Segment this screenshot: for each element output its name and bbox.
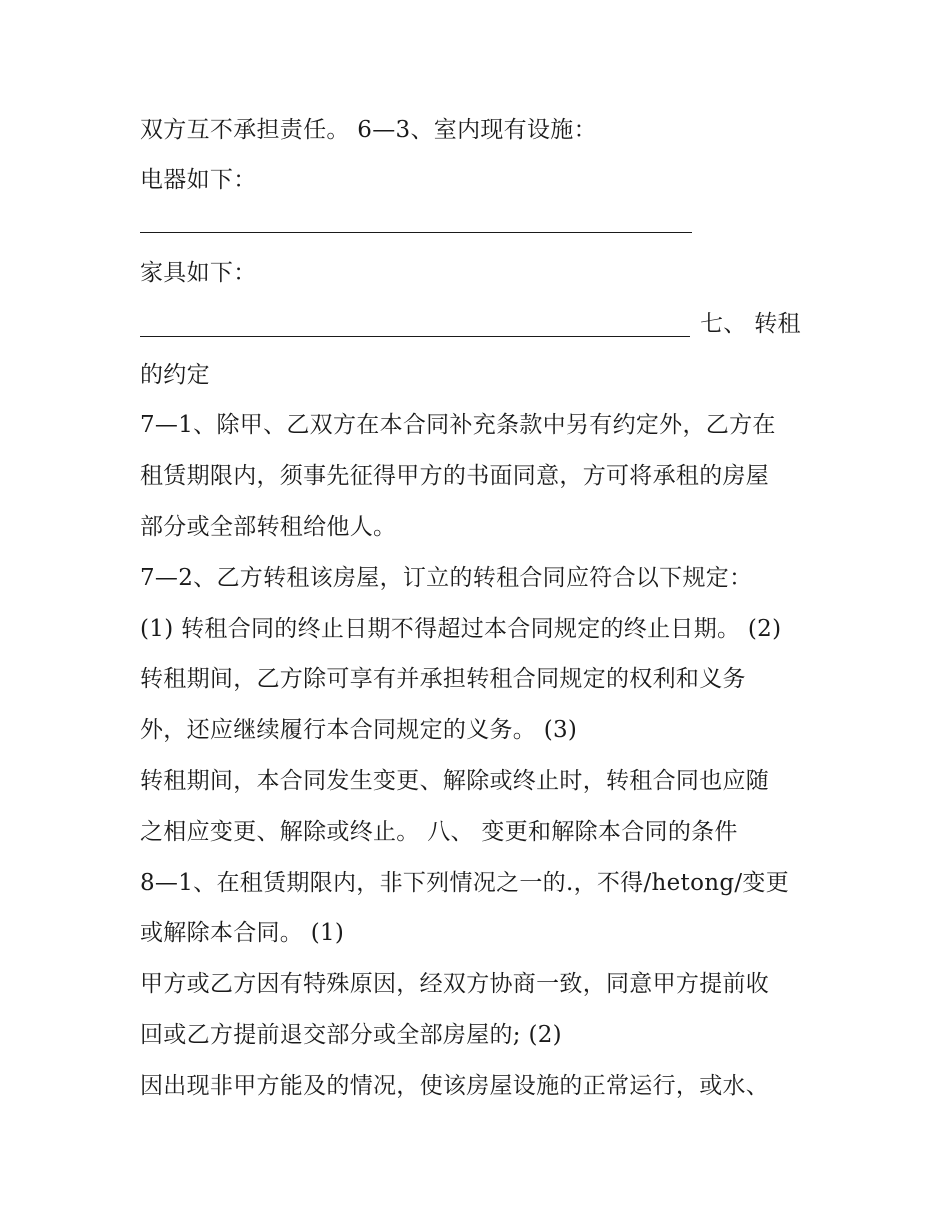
text-line-3: 家具如下： <box>140 260 257 286</box>
text-line-1: 双方互不承担责任。 6—3、室内现有设施： <box>140 117 597 143</box>
text-line-14: 8—1、在租赁期限内，非下列情况之一的.，不得/hetong/变更 <box>140 870 790 896</box>
text-line-11: 外，还应继续履行本合同规定的义务。 (3) <box>140 717 578 743</box>
text-line-4: 的约定 <box>140 362 210 388</box>
section-seven-heading: 七、 转租 <box>700 311 801 337</box>
text-line-8: 7—2、乙方转租该房屋，订立的转租合同应符合以下规定： <box>140 565 753 591</box>
text-line-18: 因出现非甲方能及的情况，使该房屋设施的正常运行，或水、 <box>140 1073 770 1099</box>
text-line-12: 转租期间，本合同发生变更、解除或终止时，转租合同也应随 <box>140 768 770 794</box>
furniture-blank-line <box>140 336 690 337</box>
text-line-17: 回或乙方提前退交部分或全部房屋的; (2) <box>140 1022 562 1048</box>
appliances-blank-line <box>140 232 692 233</box>
text-line-15: 或解除本合同。 (1) <box>140 920 345 946</box>
text-line-9: (1) 转租合同的终止日期不得超过本合同规定的终止日期。 (2) <box>140 616 782 642</box>
text-line-13: 之相应变更、解除或终止。 八、 变更和解除本合同的条件 <box>140 819 738 845</box>
text-line-16: 甲方或乙方因有特殊原因，经双方协商一致，同意甲方提前收 <box>140 971 770 997</box>
text-line-7: 部分或全部转租给他人。 <box>140 514 397 540</box>
text-line-6: 租赁期限内，须事先征得甲方的书面同意，方可将承租的房屋 <box>140 463 770 489</box>
text-line-2: 电器如下： <box>140 167 257 193</box>
text-line-5: 7—1、除甲、乙双方在本合同补充条款中另有约定外，乙方在 <box>140 412 776 438</box>
text-line-10: 转租期间，乙方除可享有并承担转租合同规定的权利和义务 <box>140 666 746 692</box>
